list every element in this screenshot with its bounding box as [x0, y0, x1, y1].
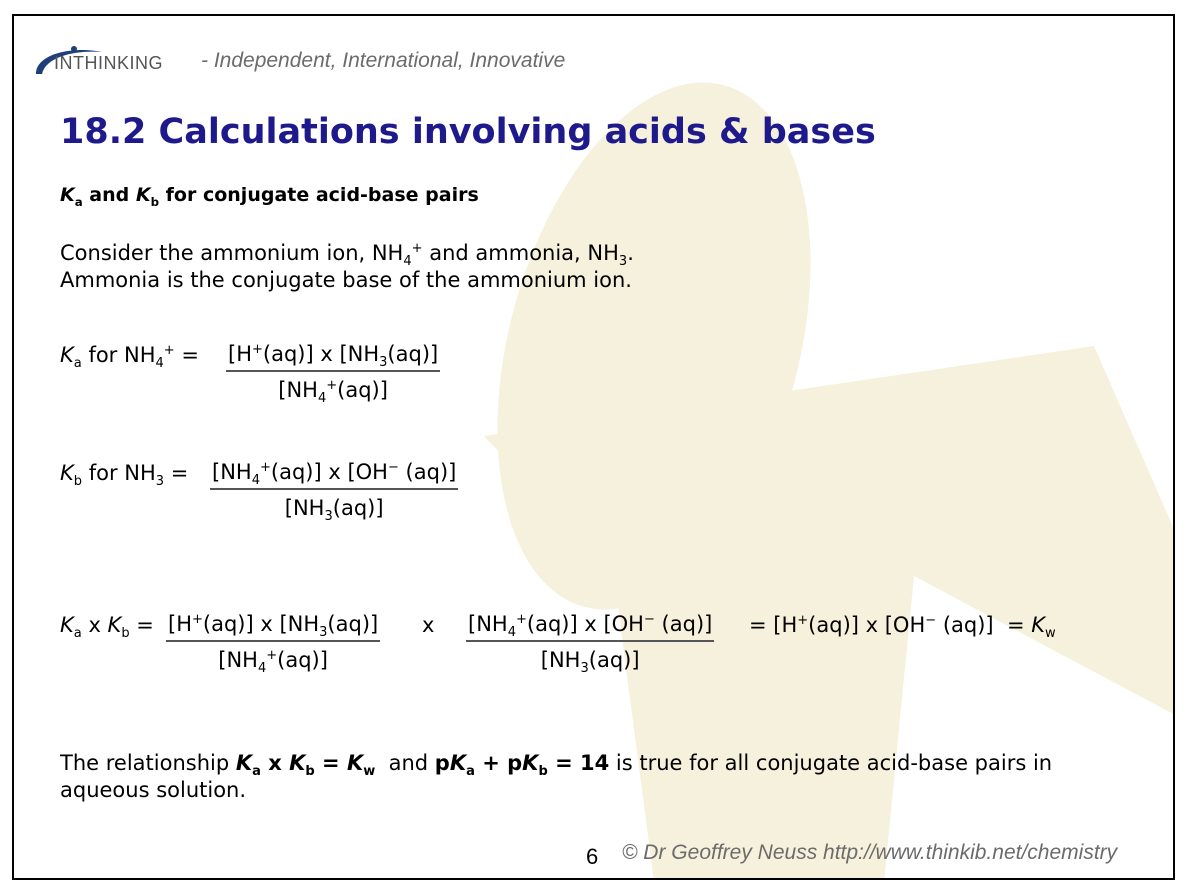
copyright-link[interactable]: © Dr Geoffrey Neuss http://www.thinkib.net/chemistry — [622, 841, 1118, 864]
conclusion-line-1: The relationship $K_a$ x $K_b = K_w$ and $pK_a + pK_b = 14$ is true for all conjugate acid-base pairs in — [60, 751, 1053, 780]
logo — [32, 44, 187, 78]
conclusion-paragraph — [60, 750, 1052, 805]
product-fraction-1-numerator: [H+(aq)] x $[NH_3(aq)]$ — [168, 612, 379, 641]
kb-denominator: $[NH_3(aq)]$ — [284, 496, 384, 525]
subtitle: $K_a$ and $K_b$ for conjugate acid-base pairs — [60, 184, 479, 209]
product-fraction-1-denominator: $[NH_4^+(aq)]$ — [218, 648, 328, 677]
product-fraction-2 — [466, 612, 714, 677]
tagline: - Independent, International, Innovative — [201, 49, 566, 72]
kb-equation-lhs: $K_b$ for $NH_3$ = — [60, 461, 196, 490]
header — [32, 44, 565, 78]
ka-fraction — [226, 342, 440, 407]
kb-numerator: $[NH_4^+(aq)]$ x [OH− (aq)] — [212, 460, 457, 489]
logo-text: INTHINKING — [54, 53, 164, 73]
product-fraction-2-denominator: $[NH_3(aq)]$ — [540, 648, 640, 677]
page-number: 6 — [586, 844, 599, 869]
conclusion-line-2: aqueous solution. — [60, 778, 247, 803]
intro-line-1: Consider the ammonium ion, $NH_4^+$ and ammonia, $NH_3$. — [60, 241, 634, 270]
product-equation-result: = [H+(aq)] x [OH− $(aq)] = K_w$ — [749, 613, 1056, 642]
intro-paragraph — [60, 240, 634, 295]
product-equation-lhs: $K_a$ x $K_b$ = — [60, 613, 161, 642]
slide — [12, 14, 1175, 880]
times-sign: x — [422, 613, 435, 637]
ka-denominator: $[NH_4^+(aq)]$ — [278, 378, 388, 407]
product-fraction-2-numerator: $[NH_4^+(aq)]$ x [OH− (aq)] — [468, 612, 713, 641]
product-fraction-1 — [166, 612, 380, 677]
ka-equation-lhs: $K_a$ for $NH_4^+$ = — [60, 343, 206, 372]
ka-numerator: [H+(aq)] x $[NH_3(aq)]$ — [228, 342, 439, 371]
kb-fraction — [210, 460, 458, 525]
page-title: 18.2 Calculations involving acids & bases — [60, 112, 876, 152]
intro-line-2: Ammonia is the conjugate base of the ammonium ion. — [60, 268, 632, 293]
